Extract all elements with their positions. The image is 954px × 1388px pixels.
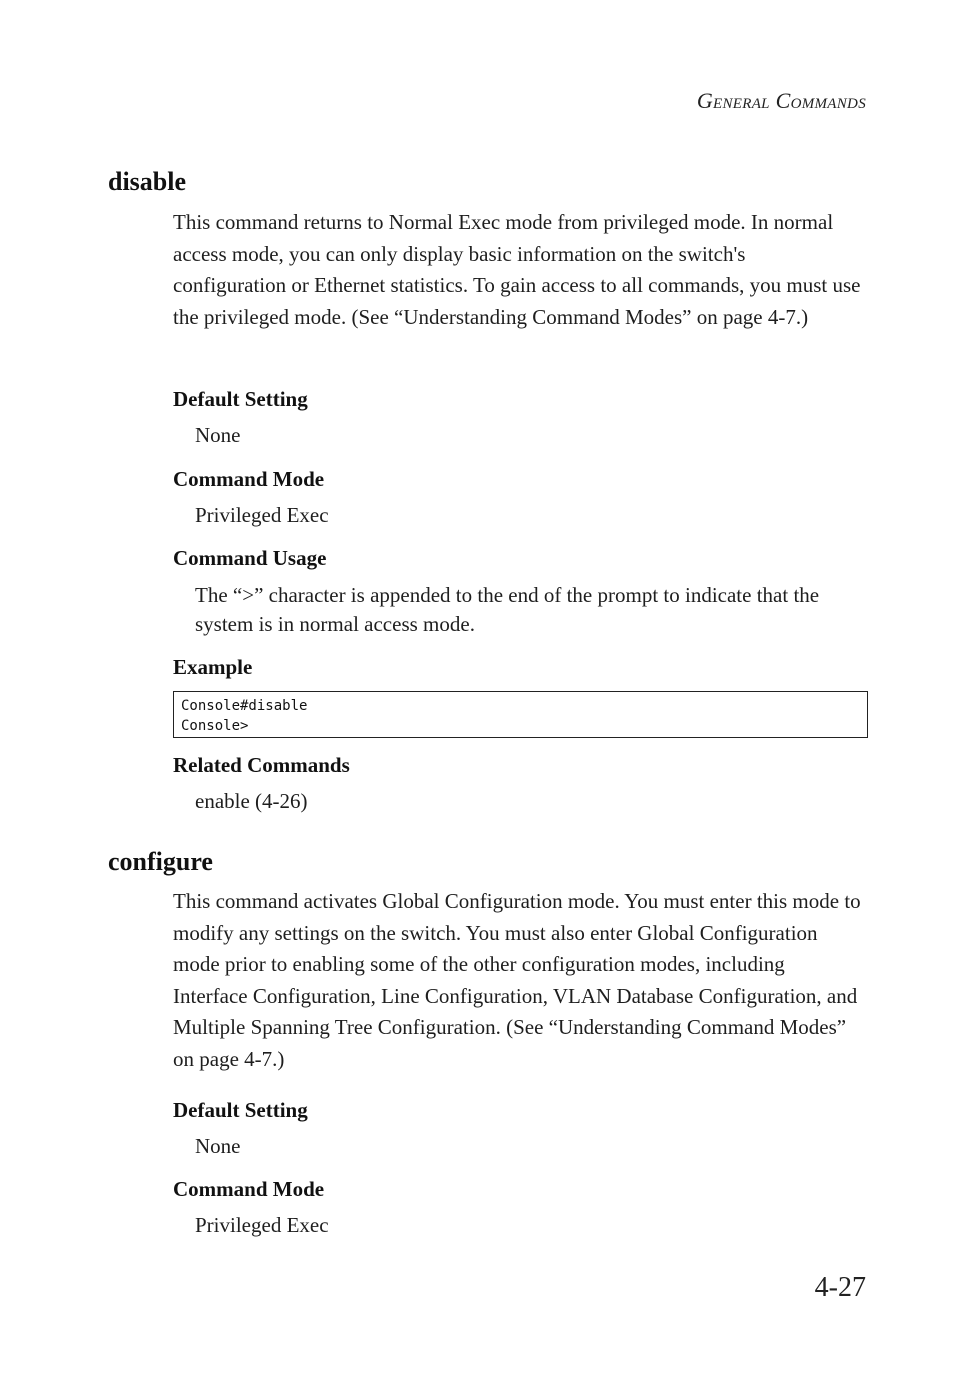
configure-command-mode-value: Privileged Exec — [195, 1213, 329, 1237]
disable-description: This command returns to Normal Exec mode from privileged mode. In normal access mode, you can only display basic information on the switch's configuration or Ethernet statistics. To gain access to all commands, you must use the privileged mode. (See “Understanding Command Modes” on page 4-7.) — [173, 210, 861, 329]
disable-command-usage-heading: Command Usage — [173, 546, 327, 570]
disable-related-commands-heading: Related Commands — [173, 753, 350, 777]
running-header: General Commands — [696, 88, 866, 113]
disable-command-mode-heading: Command Mode — [173, 467, 325, 491]
disable-related-commands-value: enable (4-26) — [195, 789, 308, 813]
section-title-disable: disable — [108, 167, 187, 196]
disable-default-setting-heading: Default Setting — [173, 387, 308, 411]
disable-command-mode-value: Privileged Exec — [195, 503, 329, 527]
disable-default-setting-value: None — [195, 423, 241, 447]
configure-default-setting-value: None — [195, 1134, 241, 1158]
example-code-block — [173, 691, 868, 738]
code-line: Console#disable — [181, 698, 308, 714]
disable-command-usage-text: The “>” character is appended to the end of the prompt to indicate that the system is in normal access mode. — [195, 583, 820, 636]
section-title-configure: configure — [108, 847, 213, 876]
configure-default-setting-heading: Default Setting — [173, 1098, 308, 1122]
page-number: 4-27 — [814, 1272, 866, 1303]
configure-command-mode-heading: Command Mode — [173, 1177, 325, 1201]
disable-example-heading: Example — [173, 655, 253, 679]
code-line: Console> — [181, 718, 249, 734]
configure-description: This command activates Global Configuration mode. You must enter this mode to modify any settings on the switch. You must also enter Global Configuration mode prior to enabling some of the other configuration modes, including Interface Configuration, Line Configuration, VLAN Database Configuration, and Multiple Spanning Tree Configuration. (See “Understanding Command Modes” on page 4-7.) — [173, 889, 861, 1071]
